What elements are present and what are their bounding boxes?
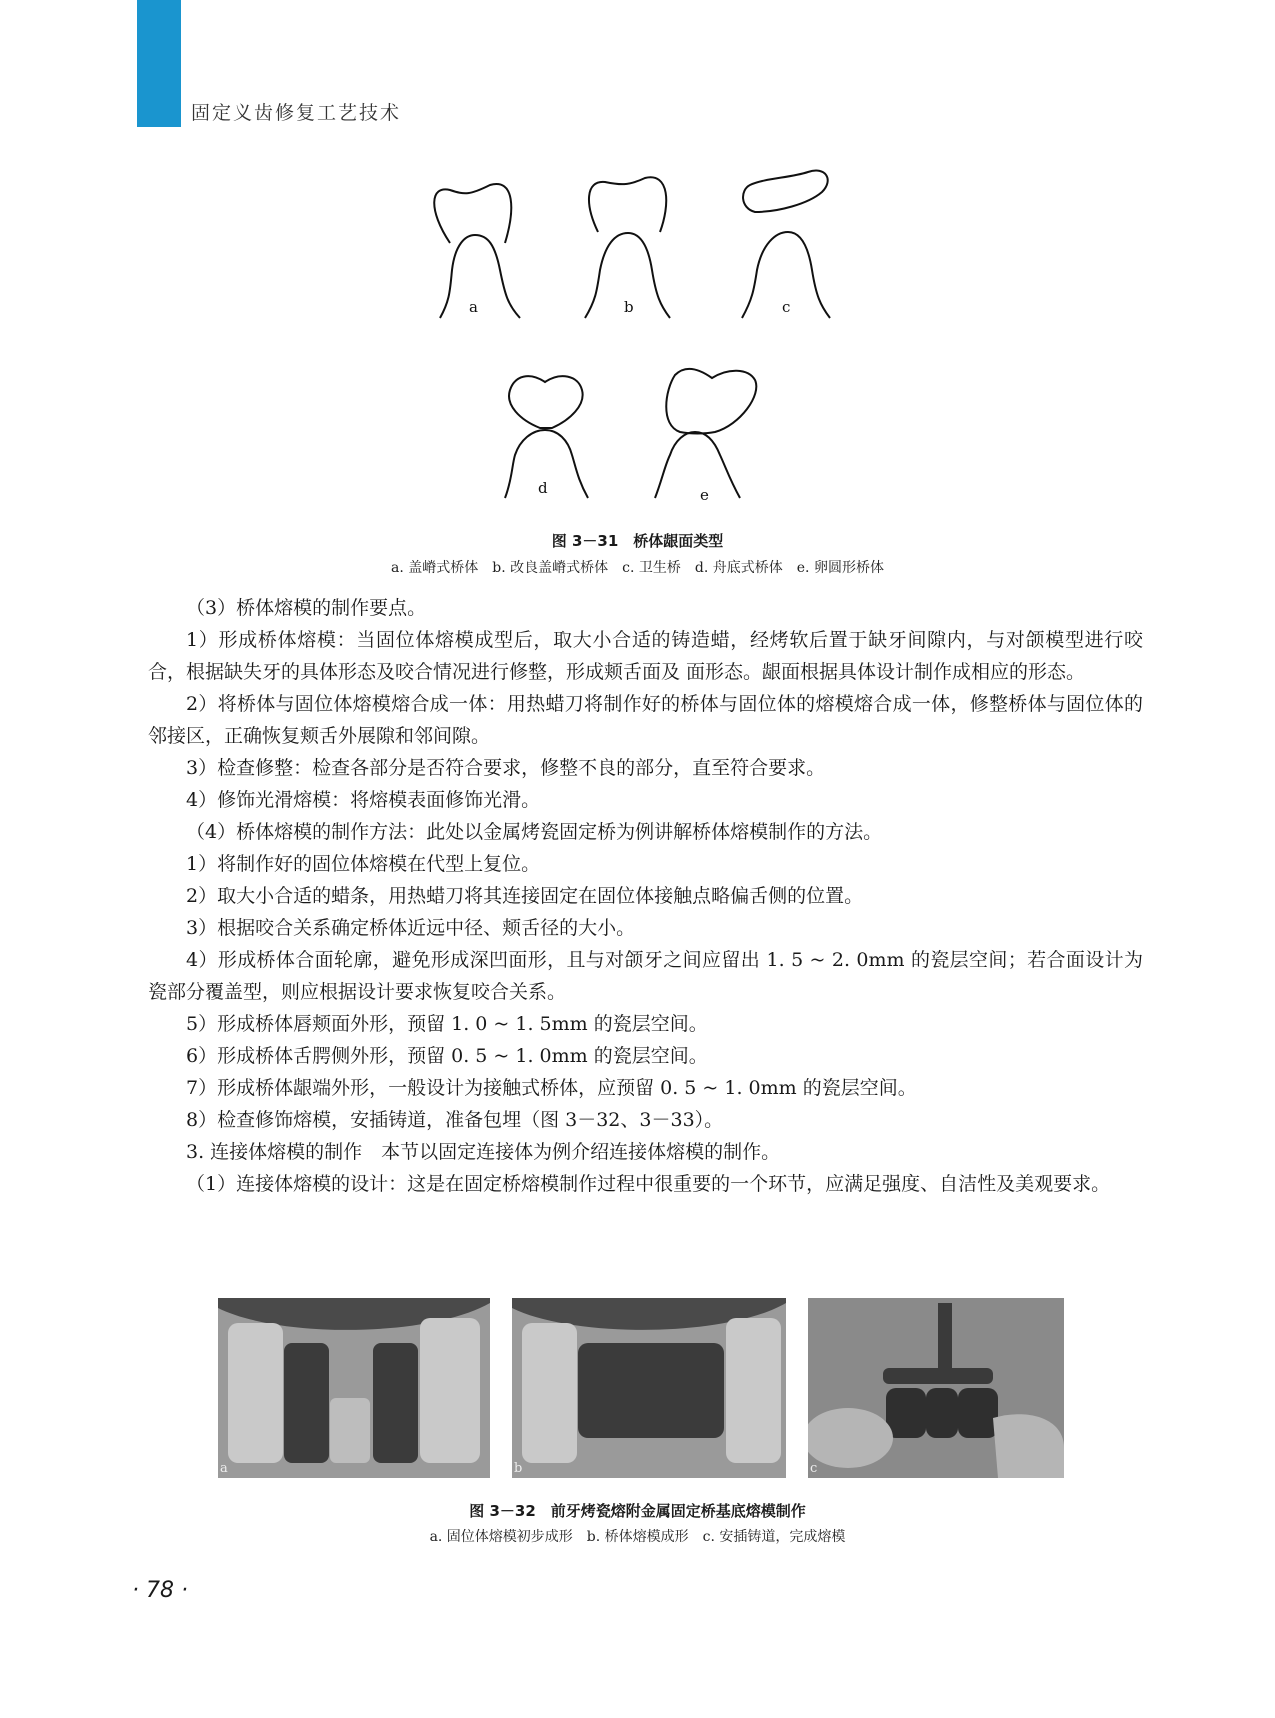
paragraph: （3）桥体熔模的制作要点。 (186, 597, 427, 619)
photo-label-a: a (220, 1461, 228, 1476)
paragraph: 3）检查修整：检查各部分是否符合要求，修整不良的部分，直至符合要求。 (186, 757, 826, 779)
paragraph: 3）根据咬合关系确定桥体近远中径、颊舌径的大小。 (186, 917, 636, 939)
figure-3-31-title: 图 3－31 桥体龈面类型 (551, 532, 724, 550)
paragraph: 5）形成桥体唇颊面外形，预留 1. 0 ~ 1. 5mm 的瓷层空间。 (186, 1013, 708, 1035)
panel-label-d: d (538, 479, 548, 497)
paragraph: 7）形成桥体龈端外形，一般设计为接触式桥体，应预留 0. 5 ~ 1. 0mm 的瓷层空间。 (186, 1077, 917, 1099)
photo-b-pontic-wax-pattern (512, 1298, 786, 1478)
photo-a-retainer-wax-patterns (218, 1298, 490, 1478)
paragraph: 2）取大小合适的蜡条，用热蜡刀将其连接固定在固位体接触点略偏舌侧的位置。 (186, 885, 864, 907)
figure-3-31-caption: a. 盖嵴式桥体 b. 改良盖嵴式桥体 c. 卫生桥 d. 舟底式桥体 e. 卵圆形桥体 (391, 560, 884, 576)
page-number: · 78 · (132, 1578, 188, 1603)
panel-label-b: b (624, 298, 634, 316)
panel-b-modified-ridge-lap (585, 177, 670, 318)
running-title: 固定义齿修复工艺技术 (191, 102, 402, 124)
paragraph: 8）检查修饰熔模，安插铸道，准备包埋（图 3－32、3－33）。 (186, 1109, 724, 1131)
figure-3-32-caption: a. 固位体熔模初步成形 b. 桥体熔模成形 c. 安插铸道，完成熔模 (429, 1529, 846, 1545)
panel-e-ovate (655, 369, 756, 504)
paragraph: 1）形成桥体熔模：当固位体熔模成型后，取大小合适的铸造蜡，经烤软后置于缺牙间隙内，与对颌模型进行咬合，根据缺失牙的具体形态及咬合情况进行修整，形成颊舌面及 面形态。龈面根据具体设计制作成相应的形态。 (148, 629, 1143, 683)
photo-label-b: b (514, 1461, 523, 1476)
panel-c-hygienic-bridge (742, 171, 830, 318)
body-text (148, 592, 1143, 1200)
paragraph: （4）桥体熔模的制作方法：此处以金属烤瓷固定桥为例讲解桥体熔模制作的方法。 (186, 821, 883, 843)
photo-c-sprued-wax-pattern (808, 1298, 1064, 1478)
panel-label-a: a (469, 298, 478, 316)
paragraph: 4）修饰光滑熔模：将熔模表面修饰光滑。 (186, 789, 541, 811)
panel-a-overlapping-ridge (434, 184, 520, 318)
photo-label-c: c (810, 1461, 818, 1476)
paragraph: 1）将制作好的固位体熔模在代型上复位。 (186, 853, 541, 875)
paragraph: 2）将桥体与固位体熔模熔合成一体：用热蜡刀将制作好的桥体与固位体的熔模熔合成一体，修整桥体与固位体的邻接区，正确恢复颊舌外展隙和邻间隙。 (148, 693, 1143, 747)
panel-label-e: e (700, 486, 709, 504)
paragraph: 3. 连接体熔模的制作 本节以固定连接体为例介绍连接体熔模的制作。 (186, 1141, 781, 1163)
figure-3-32-title: 图 3－32 前牙烤瓷熔附金属固定桥基底熔模制作 (469, 1502, 806, 1520)
panel-d-boat-bottom (505, 376, 588, 498)
paragraph: （1）连接体熔模的设计：这是在固定桥熔模制作过程中很重要的一个环节，应满足强度、自洁性及美观要求。 (186, 1173, 1111, 1195)
paragraph: 6）形成桥体舌腭侧外形，预留 0. 5 ~ 1. 0mm 的瓷层空间。 (186, 1045, 708, 1067)
paragraph: 4）形成桥体合面轮廓，避免形成深凹面形，且与对颌牙之间应留出 1. 5 ~ 2. 0mm 的瓷层空间；若合面设计为瓷部分覆盖型，则应根据设计要求恢复咬合关系。 (148, 949, 1143, 1003)
panel-label-c: c (782, 298, 791, 316)
figure-3-31-diagram (0, 0, 1275, 540)
